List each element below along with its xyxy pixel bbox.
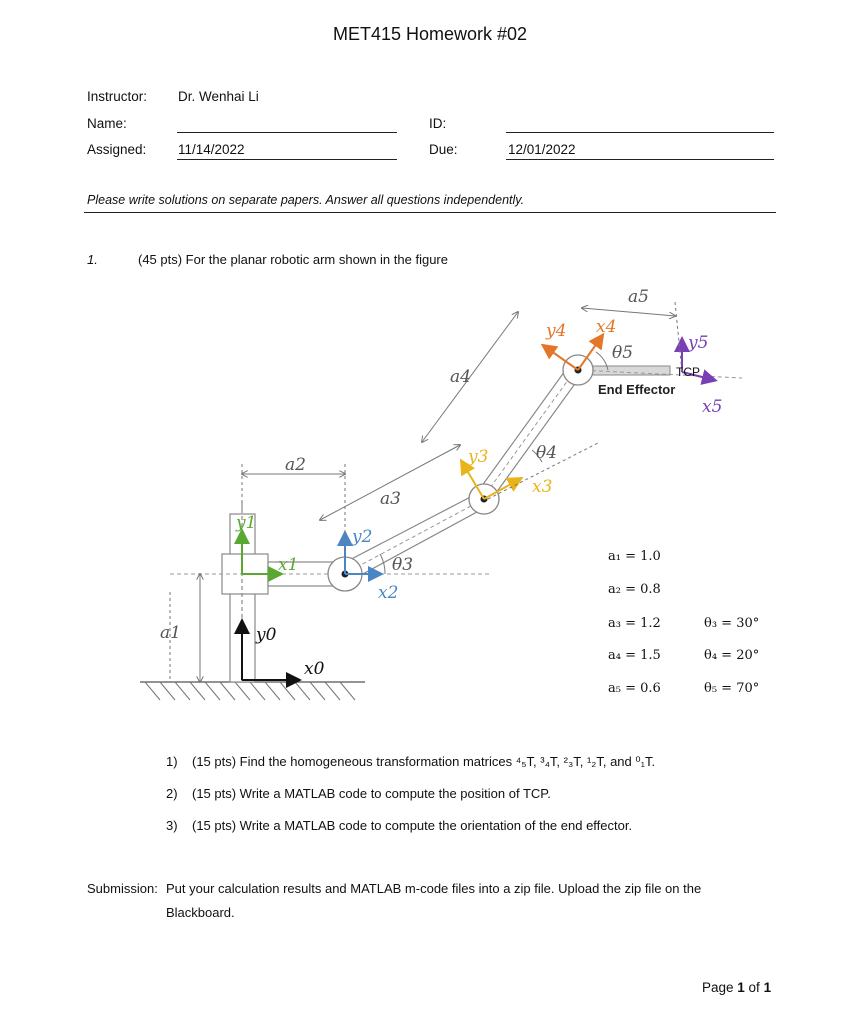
label-a4: a4 xyxy=(450,367,471,387)
instructor-value: Dr. Wenhai Li xyxy=(178,89,259,104)
param-a5: a₅ = 0.6 xyxy=(608,681,661,696)
subq-1-text: (15 pts) Find the homogeneous transformation matrices ⁴₅T, ³₄T, ²₃T, ¹₂T, and ⁰₁T. xyxy=(192,754,656,769)
label-y2: y2 xyxy=(352,527,373,547)
submission-line-2: Blackboard. xyxy=(166,905,235,920)
label-x3: x3 xyxy=(532,477,553,497)
label-y4: y4 xyxy=(546,321,567,341)
subq-1-num: 1) xyxy=(166,754,178,769)
label-theta4: θ4 xyxy=(536,443,558,463)
param-a1: a₁ = 1.0 xyxy=(608,549,661,564)
due-value: 12/01/2022 xyxy=(508,142,576,157)
subq-3-num: 3) xyxy=(166,818,178,833)
robot-arm-figure xyxy=(130,282,780,722)
end-effector xyxy=(578,366,742,378)
param-a2: a₂ = 0.8 xyxy=(608,582,661,597)
submission-line-1: Put your calculation results and MATLAB m-code files into a zip file. Upload the zip file on the xyxy=(166,881,702,896)
param-theta4: θ₄ = 20° xyxy=(704,648,760,663)
ground xyxy=(140,682,365,700)
page-total: 1 xyxy=(763,980,772,995)
label-a2: a2 xyxy=(285,455,306,475)
page-prefix: Page xyxy=(702,980,738,995)
param-theta3: θ₃ = 30° xyxy=(704,616,760,631)
page-current: 1 xyxy=(737,980,745,995)
label-y0: y0 xyxy=(256,625,277,645)
param-a4: a₄ = 1.5 xyxy=(608,648,661,663)
label-theta5: θ5 xyxy=(612,343,634,363)
label-end-effector: End Effector xyxy=(598,382,676,397)
question-text: (45 pts) For the planar robotic arm shown in the figure xyxy=(138,252,448,267)
label-tcp: TCP xyxy=(676,365,700,379)
instructions: Please write solutions on separate papers. Answer all questions independently. xyxy=(87,193,525,207)
label-theta3: θ3 xyxy=(392,555,414,575)
label-a5: a5 xyxy=(628,287,649,307)
link-4 xyxy=(476,364,582,504)
instructor-label: Instructor: xyxy=(87,89,148,104)
due-underline xyxy=(506,159,774,160)
page-mid: of xyxy=(744,980,764,995)
question-number: 1. xyxy=(87,252,98,267)
assigned-label: Assigned: xyxy=(87,142,147,157)
name-label: Name: xyxy=(87,116,127,131)
label-a1: a1 xyxy=(160,623,181,643)
label-x1: x1 xyxy=(278,555,299,575)
submission-label: Submission: xyxy=(87,881,158,896)
subq-2-num: 2) xyxy=(166,786,178,801)
name-underline xyxy=(177,132,397,133)
instructions-divider xyxy=(84,212,776,213)
label-x0: x0 xyxy=(304,659,325,679)
subq-2-text: (15 pts) Write a MATLAB code to compute the position of TCP. xyxy=(192,786,551,801)
page-number xyxy=(702,980,771,995)
page-title: MET415 Homework #02 xyxy=(332,24,528,44)
label-x5: x5 xyxy=(702,397,723,417)
label-x2: x2 xyxy=(378,583,399,603)
label-a3: a3 xyxy=(380,489,401,509)
id-label: ID: xyxy=(429,116,447,131)
assigned-underline xyxy=(177,159,397,160)
label-y3: y3 xyxy=(468,447,489,467)
assigned-value: 11/14/2022 xyxy=(178,142,245,157)
label-x4: x4 xyxy=(596,317,617,337)
label-y5: y5 xyxy=(688,333,709,353)
param-a3: a₃ = 1.2 xyxy=(608,616,661,631)
id-underline xyxy=(506,132,774,133)
param-theta5: θ₅ = 70° xyxy=(704,681,760,696)
due-label: Due: xyxy=(429,142,458,157)
subq-3-text: (15 pts) Write a MATLAB code to compute the orientation of the end effector. xyxy=(192,818,633,833)
label-y1: y1 xyxy=(236,513,257,533)
